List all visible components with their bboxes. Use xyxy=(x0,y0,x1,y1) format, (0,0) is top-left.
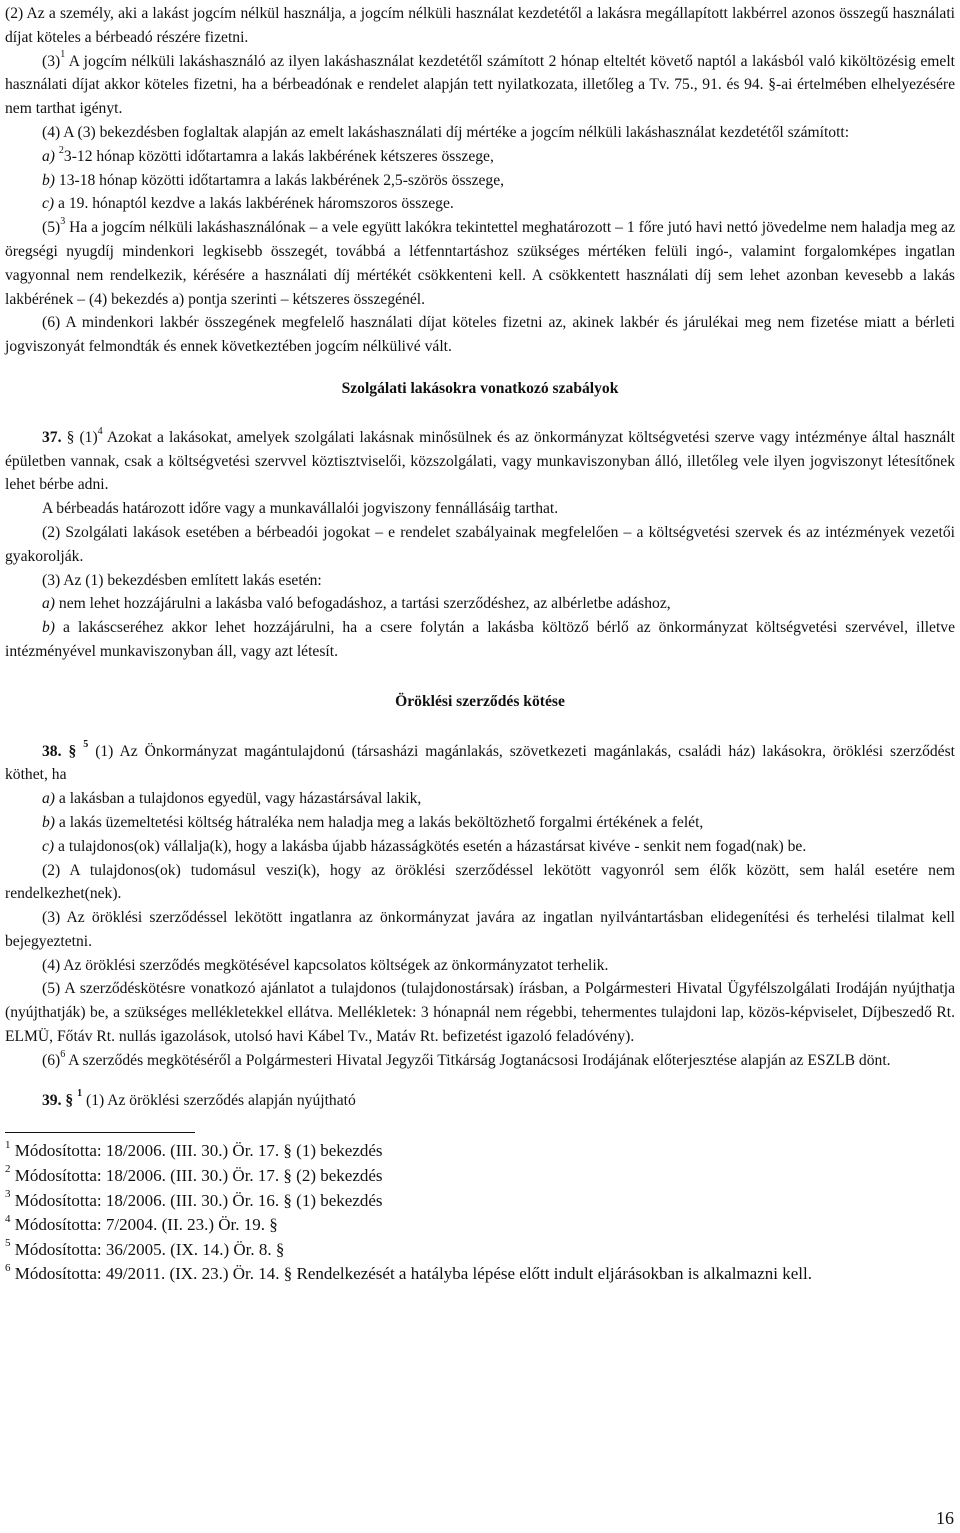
list-item-38-1b: b) a lakás üzemeltetési költség hátraléka nem haladja meg a lakás beköltözhető forgalmi értékének a felét, xyxy=(42,813,704,831)
footnotes xyxy=(5,1139,955,1287)
footnote: $^4$ Módosította: 7/2004. (II. 23.) Ör. 19. § xyxy=(5,1212,278,1235)
list-item-37-3a: a) nem lehet hozzájárulni a lakásba való befogadáshoz, a tartási szerződéshez, az albérletbe adáshoz, xyxy=(42,595,671,613)
list-item-36-4a: a) $^2$3-12 hónap közötti időtartamra a lakás lakbérének kétszeres összege, xyxy=(42,144,494,165)
paragraph-38-6: $(6)^6$ A szerződés megkötéséről a Polgármesteri Hivatal Jegyzői Titkárság Jogtanácsosi Irodájának előterjesztése alapján az ESZLB dönt. xyxy=(42,1048,891,1069)
paragraph-38-5: (5) A szerződéskötésre vonatkozó ajánlatot a tulajdonos (tulajdonostársak) írásban, a Polgármesteri Hivatal Ügyfélszolgálati Irodáján nyújthatja (nyújthatják) be, a szükséges mellékletekkel ellátva. Mellékletek: 3 hónapnál nem régebbi, tehermentes tulajdoni lap, közös-képviselet, Díjbeszedő Rt. ELMÜ, Főtáv Rt. nullás igazolások, utolsó havi Kábel Tv., Matáv Rt. befizetést igazoló feladóvény). xyxy=(5,980,955,1046)
footnote-ref: 1 xyxy=(77,1088,83,1100)
footnote-separator xyxy=(5,1132,195,1133)
section-heading-szolgalati: Szolgálati lakásokra vonatkozó szabályok xyxy=(341,379,619,397)
paragraph-38-3: (3) Az öröklési szerződéssel lekötött ingatlanra az önkormányzat javára az ingatlan nyilvántartásban elidegenítési és terhelési tilalmat kell bejegyeztetni. xyxy=(5,909,955,950)
footnote-ref: 2 xyxy=(58,144,64,156)
footnote-ref: 6 xyxy=(60,1048,66,1060)
list-item-38-1c: c) a tulajdonos(ok) vállalja(k), hogy a lakásba újabb házasságkötés esetén a házastársat kivéve - senkit nem fogad(nak) be. xyxy=(42,837,807,855)
footnote: $^2$ Módosította: 18/2006. (III. 30.) Ör. 17. § (2) bekezdés xyxy=(5,1163,383,1186)
list-item-36-4c: c) a 19. hónaptól kezdve a lakás lakbérének háromszoros összege. xyxy=(42,195,454,213)
paragraph-38-2: (2) A tulajdonos(ok) tudomásul veszi(k), hogy az öröklési szerződéssel lekötött vagyonról sem élők között, sem halál esetére nem rendelkezhet(nek). xyxy=(5,861,955,903)
paragraph-38-1: 38. § $^5$ (1) Az Önkormányzat magántulajdonú (társasházi magánlakás, szövetkezeti magánlakás, családi ház) lakásokra, öröklési szerződést köthet, ha xyxy=(5,739,956,784)
section-heading-oroklesi: Öröklési szerződés kötése xyxy=(395,692,565,710)
paragraph-37-1b: A bérbeadás határozott időre vagy a munkavállalói jogviszony fennállásáig tarthat. xyxy=(42,500,559,518)
paragraph-37-1: 37. § $(1)^4$ Azokat a lakásokat, amelyek szolgálati lakásnak minősülnek és az önkormányzat költségvetési szerve vagy intézménye által használt épületben vannak, csak a költségvetési szervvel köztisztviselői, közszolgálati, vagy munkaviszonyban álló, illetőleg vele ilyen jogviszonyt létesítőnek lehet bérbe adni. xyxy=(5,425,955,494)
paragraph-37-3: (3) Az (1) bekezdésben említett lakás esetén: xyxy=(42,571,322,589)
paragraph-39-1: 39. § $^1$ (1) Az öröklési szerződés alapján nyújtható xyxy=(42,1088,356,1109)
list-item-36-4b: b) 13-18 hónap közötti időtartamra a lakás lakbérének 2,5-szörös összege, xyxy=(42,171,505,189)
paragraph-36-5: $(5)^3$ Ha a jogcím nélküli lakáshasználónak – a vele együtt lakókra tekintettel meghatározott – 1 főre jutó havi nettó jövedelme nem haladja meg az öregségi nyugdíj mindenkori legkisebb összegét, továbbá a létfenntartáshoz szükséges mértéken felüli ingó-, valamint forgalomképes ingatlan vagyonnal nem rendelkezik, kérésére a használati díj mértékét csökkenteni kell. A csökkentett használati díj sem lehet azonban kevesebb a lakás lakbérének – (4) bekezdés a) pontja szerinti – kétszeres összegénél. xyxy=(5,215,955,308)
footnote: $^1$ Módosította: 18/2006. (III. 30.) Ör. 17. § (1) bekezdés xyxy=(5,1138,383,1161)
paragraph-38-4: (4) Az öröklési szerződés megkötésével kapcsolatos költségek az önkormányzatot terhelik. xyxy=(42,956,609,974)
list-item-38-1a: a) a lakásban a tulajdonos egyedül, vagy házastársával lakik, xyxy=(42,790,422,808)
document-page xyxy=(5,2,955,1287)
footnote-ref: 1 xyxy=(60,49,66,61)
footnote-ref: 3 xyxy=(60,215,66,227)
footnote: $^6$ Módosította: 49/2011. (IX. 23.) Ör. 14. § Rendelkezését a hatályba lépése előtt indult eljárásokban is alkalmazni kell. xyxy=(5,1261,812,1284)
paragraph-37-2: (2) Szolgálati lakások esetében a bérbeadói jogokat – e rendelet szabályainak megfelelően – a költségvetési szervek és az intézmények vezetői gyakorolják. xyxy=(5,523,955,565)
page-number: 16 xyxy=(936,1508,954,1528)
paragraph-36-4: (4) A (3) bekezdésben foglaltak alapján az emelt lakáshasználati díj mértéke a jogcím nélküli lakáshasználat kezdetétől számított: xyxy=(42,123,850,141)
footnote-ref: 5 xyxy=(83,739,89,751)
footnote-ref: 4 xyxy=(97,425,103,437)
footnote: $^5$ Módosította: 36/2005. (IX. 14.) Ör. 8. § xyxy=(5,1237,285,1259)
paragraph-36-3: $(3)^1$ A jogcím nélküli lakáshasználó az ilyen lakáshasználat kezdetétől számított 2 hónap elteltét követő naptól a lakásból való kiköltözésig emelt használati díjat akkor köteles fizetni, ha a bérbeadónak e rendelet alapján tett nyilatkozata, illetőleg a Tv. 75., 91. és 94. §-ai értelmében elhelyezésére nem tarthat igényt. xyxy=(5,49,955,118)
paragraph-36-6: (6) A mindenkori lakbér összegének megfelelő használati díjat köteles fizetni az, akinek lakbér és járulékai meg nem fizetése miatt a bérleti jogviszonyát felmondták és ennek következtében jogcím nélkülivé vált. xyxy=(5,314,955,356)
paragraph-36-2: (2) Az a személy, aki a lakást jogcím nélkül használja, a jogcím nélküli használat kezdetétől a lakásra megállapított lakbérrel azonos összegű használati díjat köteles a bérbeadó részére fizetni. xyxy=(5,5,955,46)
footnote: $^3$ Módosította: 18/2006. (III. 30.) Ör. 16. § (1) bekezdés xyxy=(5,1188,383,1210)
list-item-37-3b: b) a lakáscseréhez akkor lehet hozzájárulni, ha a csere folytán a lakásba költöző bérlő az önkormányzat költségvetési szervével, illetve intézményével munkaviszonyban áll, vagy azt létesít. xyxy=(5,619,955,660)
